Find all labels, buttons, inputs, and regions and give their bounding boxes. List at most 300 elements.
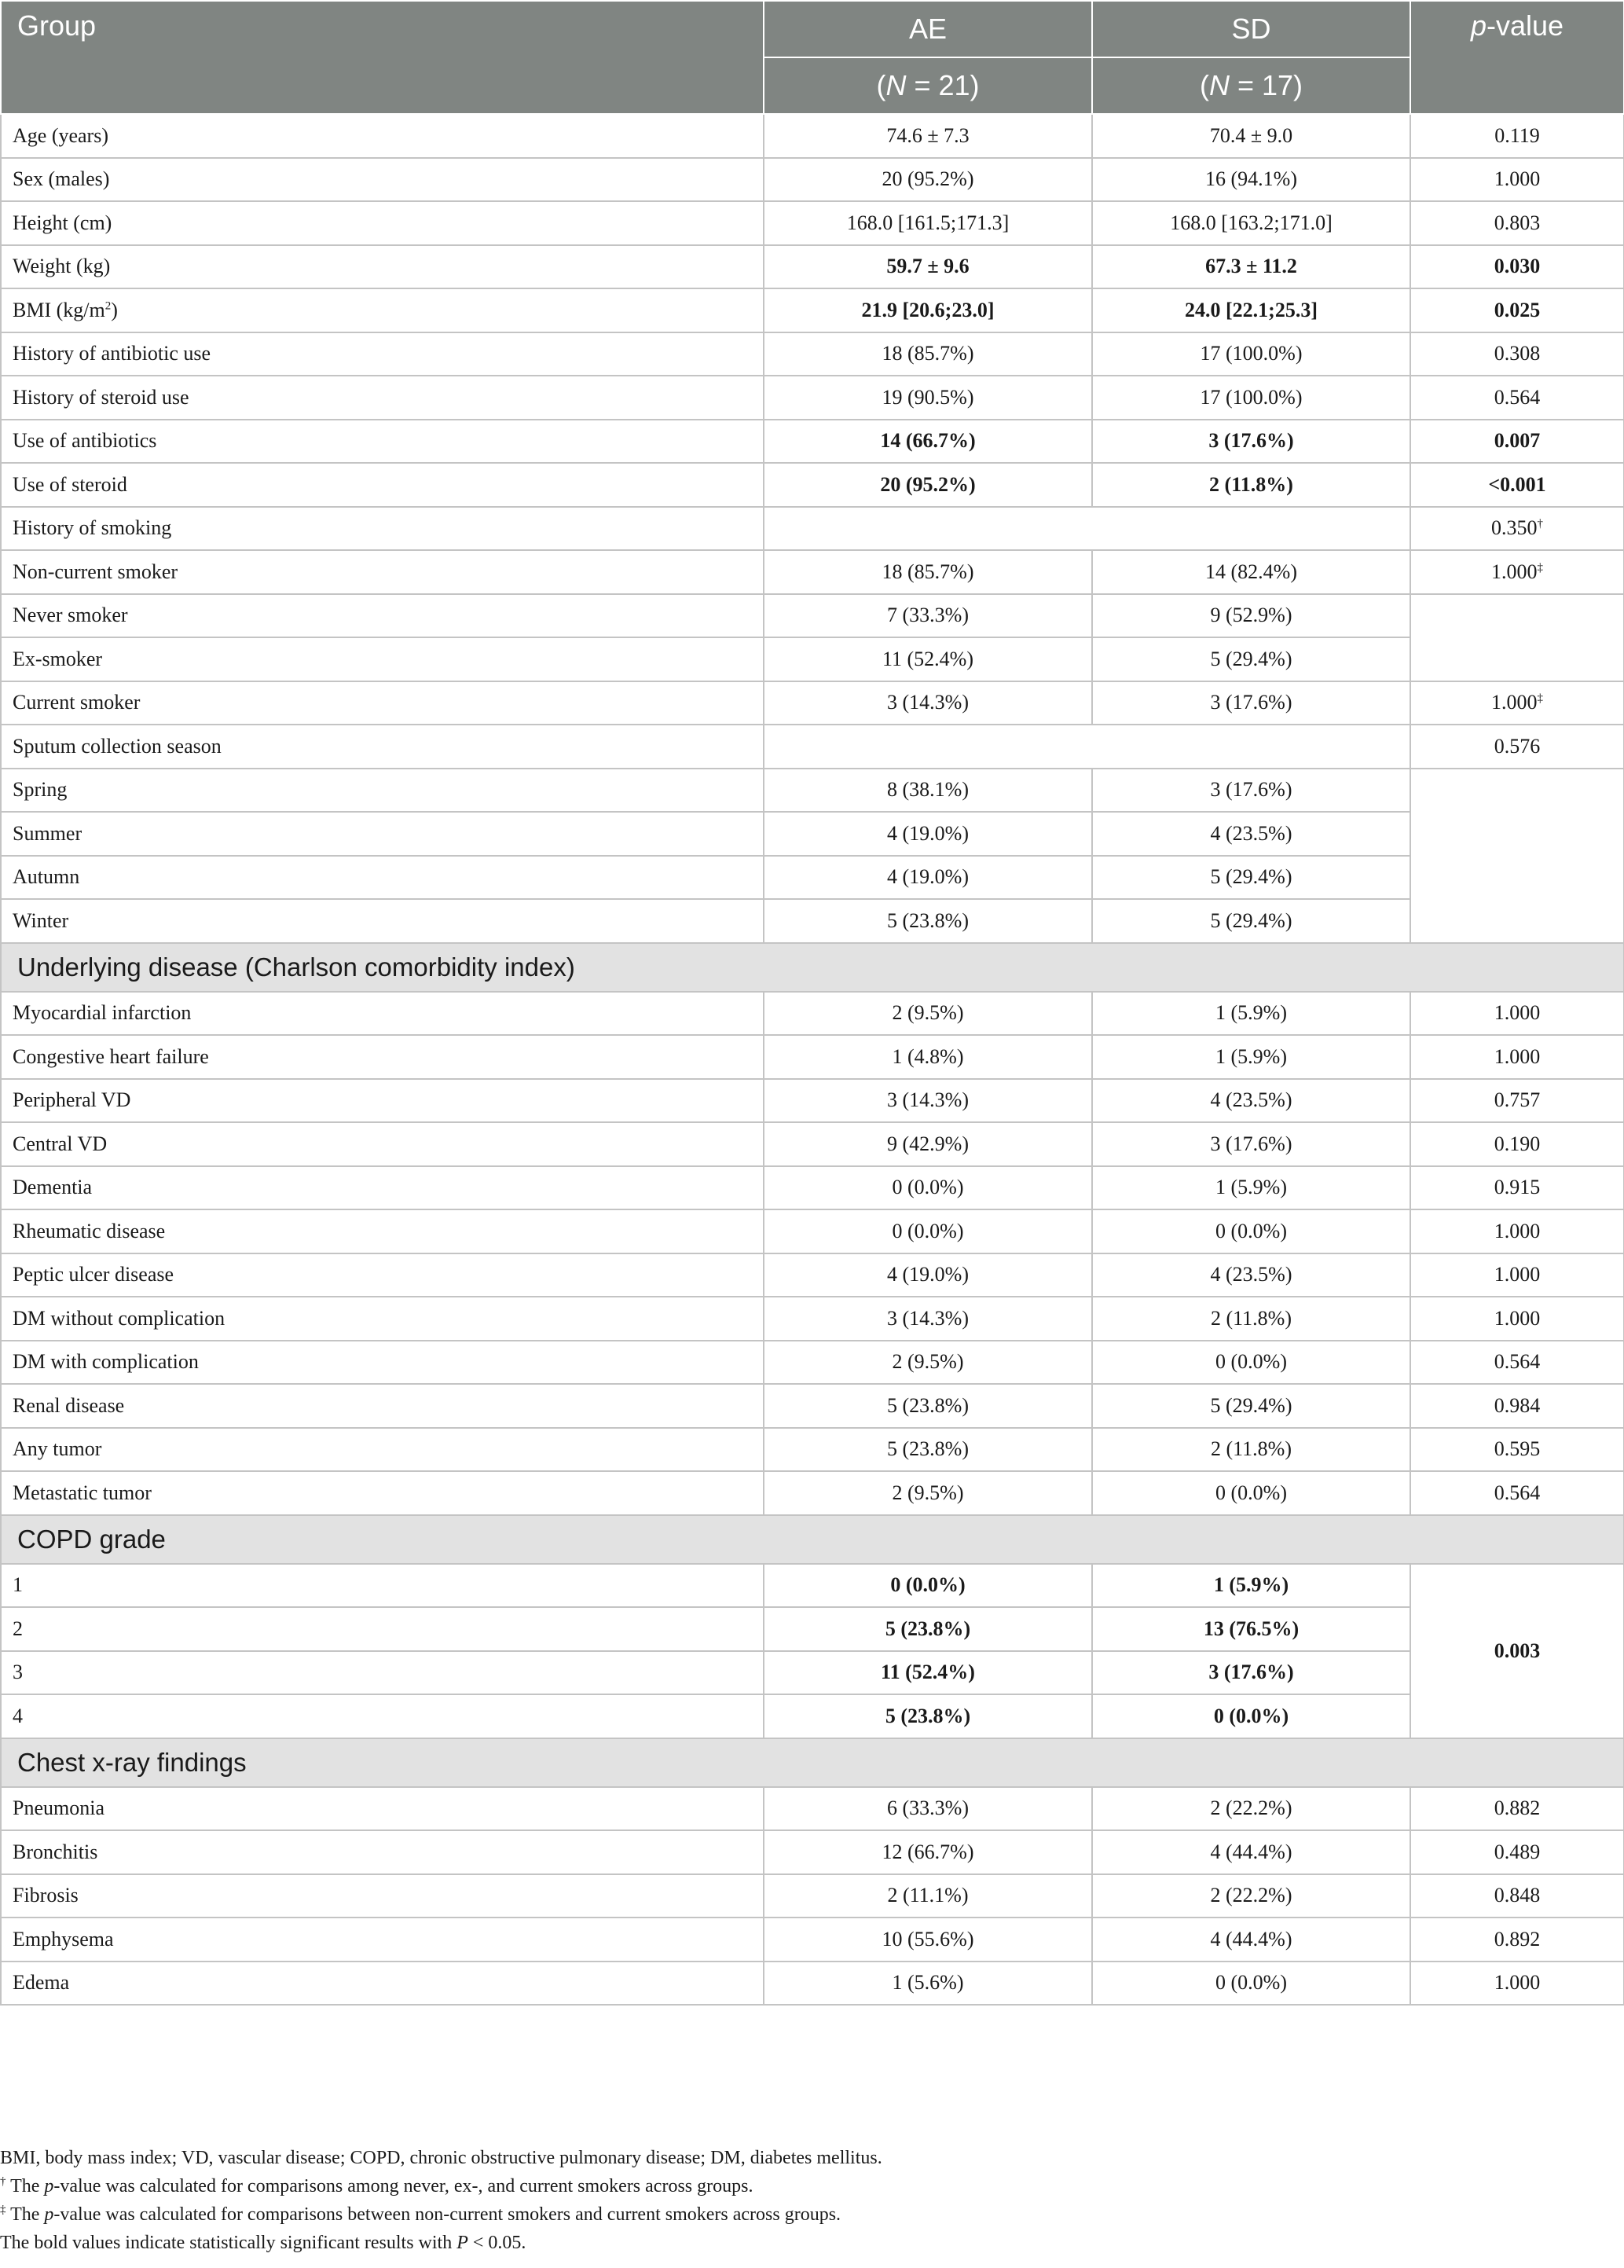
row-label-text: 3 <box>13 1661 23 1684</box>
p-value-text: 0.025 <box>1494 298 1541 321</box>
row-label-text: Edema <box>13 1971 70 1995</box>
sd-value: 4 (23.5%) <box>1092 812 1410 856</box>
sd-value: 70.4 ± 9.0 <box>1092 114 1410 158</box>
ae-value: 168.0 [161.5;171.3] <box>764 201 1092 245</box>
p-value-text: 1.000 <box>1494 1263 1541 1286</box>
row-label-text: Use of antibiotics <box>13 429 157 453</box>
row-label <box>1 1122 764 1166</box>
sd-value: 14 (82.4%) <box>1092 550 1410 594</box>
sd-value: 2 (22.2%) <box>1092 1787 1410 1831</box>
header-row <box>1 1 1624 57</box>
row-label-text: Bronchitis <box>13 1840 98 1863</box>
ae-value: 9 (42.9%) <box>764 1122 1092 1166</box>
p-value-text: 0.030 <box>1494 255 1541 278</box>
table-row <box>1 1918 1624 1962</box>
ae-value: 3 (14.3%) <box>764 1297 1092 1341</box>
sd-value: 4 (44.4%) <box>1092 1830 1410 1874</box>
table-body <box>1 114 1624 2005</box>
table-row <box>1 1253 1624 1297</box>
table-row <box>1 332 1624 376</box>
table-header <box>1 1 1624 114</box>
footnote-text: -value was calculated for comparisons between non-current smokers and current smokers across groups. <box>53 2204 841 2225</box>
sd-value: 5 (29.4%) <box>1092 637 1410 681</box>
p-value <box>1410 1830 1624 1874</box>
table-row <box>1 1874 1624 1918</box>
table-row <box>1 1341 1624 1385</box>
row-label-text: 4 <box>13 1704 23 1727</box>
sd-value: 2 (11.8%) <box>1092 1428 1410 1472</box>
ae-value: 18 (85.7%) <box>764 332 1092 376</box>
row-label-text: Never smoker <box>13 604 128 627</box>
row-label <box>1 637 764 681</box>
p-value <box>1410 376 1624 420</box>
section-header-row <box>1 1738 1624 1787</box>
sd-value: 2 (11.8%) <box>1092 463 1410 507</box>
p-value <box>1410 1471 1624 1515</box>
row-label <box>1 420 764 464</box>
p-value-text: 1.000 <box>1494 1971 1541 1995</box>
p-value-text: 0.848 <box>1494 1884 1541 1907</box>
footnote-text: -value was calculated for comparisons among never, ex-, and current smokers across groups. <box>53 2176 753 2196</box>
merged-empty-cell <box>764 507 1410 551</box>
row-label <box>1 1830 764 1874</box>
header-p-letter: p <box>1470 9 1487 42</box>
p-value <box>1410 594 1624 681</box>
double-dagger-mark: ‡ <box>0 2204 6 2216</box>
p-value <box>1410 158 1624 202</box>
sd-value: 5 (29.4%) <box>1092 1384 1410 1428</box>
header-ae: AE <box>764 1 1092 57</box>
footnote-text: The <box>5 2176 45 2196</box>
p-value-text: 0.564 <box>1494 1481 1541 1504</box>
p-value-text: 0.915 <box>1494 1176 1541 1199</box>
p-value-text: 1.000 <box>1494 1306 1541 1330</box>
row-label <box>1 1035 764 1079</box>
section-header-row <box>1 943 1624 992</box>
p-value <box>1410 1341 1624 1385</box>
table-row <box>1 1787 1624 1831</box>
ae-value: 21.9 [20.6;23.0] <box>764 288 1092 332</box>
p-value-text: 0.892 <box>1494 1927 1541 1951</box>
footnote-bold <box>0 2229 882 2257</box>
paren: ( <box>1199 69 1209 101</box>
sd-value: 3 (17.6%) <box>1092 769 1410 813</box>
p-value-text: 0.803 <box>1494 211 1541 234</box>
ae-value: 12 (66.7%) <box>764 1830 1092 1874</box>
p-value-text: 0.003 <box>1494 1639 1541 1662</box>
row-label <box>1 201 764 245</box>
row-label <box>1 1209 764 1253</box>
table-row <box>1 1428 1624 1472</box>
p-value-text: 0.489 <box>1494 1840 1541 1863</box>
row-label <box>1 1694 764 1738</box>
table-row <box>1 1209 1624 1253</box>
p-value <box>1410 114 1624 158</box>
p-value-text: 0.576 <box>1494 734 1541 758</box>
p-value-text: 0.119 <box>1494 123 1540 147</box>
sd-value: 2 (22.2%) <box>1092 1874 1410 1918</box>
ae-value: 20 (95.2%) <box>764 158 1092 202</box>
p-value <box>1410 1918 1624 1962</box>
italic-p: p <box>44 2204 54 2225</box>
row-label-text: Metastatic tumor <box>13 1481 152 1504</box>
row-label-text: Autumn <box>13 865 80 889</box>
p-value <box>1410 1297 1624 1341</box>
sd-n-value: = 17) <box>1229 69 1303 101</box>
sd-value: 2 (11.8%) <box>1092 1297 1410 1341</box>
table-row <box>1 1297 1624 1341</box>
sd-value: 3 (17.6%) <box>1092 420 1410 464</box>
p-value-text: 1.000 <box>1491 691 1538 714</box>
ae-value: 3 (14.3%) <box>764 1079 1092 1123</box>
ae-value: 6 (33.3%) <box>764 1787 1092 1831</box>
row-label <box>1 245 764 289</box>
table-row <box>1 1384 1624 1428</box>
p-value-text: 1.000 <box>1494 167 1541 191</box>
ae-value: 4 (19.0%) <box>764 856 1092 900</box>
row-label <box>1 725 764 769</box>
section-title: COPD grade <box>1 1515 1624 1564</box>
p-value <box>1410 245 1624 289</box>
ae-value: 5 (23.8%) <box>764 1384 1092 1428</box>
section-title: Chest x-ray findings <box>1 1738 1624 1787</box>
row-label <box>1 899 764 943</box>
ae-value: 10 (55.6%) <box>764 1918 1092 1962</box>
table-row <box>1 376 1624 420</box>
row-label <box>1 1253 764 1297</box>
sd-value: 0 (0.0%) <box>1092 1341 1410 1385</box>
table-row <box>1 1962 1624 2006</box>
row-label-text: Pneumonia <box>13 1796 104 1820</box>
p-value <box>1410 463 1624 507</box>
row-label-text: Sex (males) <box>13 167 110 191</box>
row-label <box>1 1384 764 1428</box>
row-label-text: Peripheral VD <box>13 1088 131 1112</box>
row-label <box>1 376 764 420</box>
sd-value: 3 (17.6%) <box>1092 1651 1410 1695</box>
row-label <box>1 594 764 638</box>
ae-value: 3 (14.3%) <box>764 681 1092 725</box>
ae-value: 59.7 ± 9.6 <box>764 245 1092 289</box>
row-label <box>1 1297 764 1341</box>
p-value-text: 0.757 <box>1494 1088 1541 1112</box>
merged-empty-cell <box>764 725 1410 769</box>
p-value-text: <0.001 <box>1488 472 1546 496</box>
row-label-text: Winter <box>13 908 69 932</box>
p-value-text: 0.007 <box>1494 429 1541 453</box>
sd-value: 4 (23.5%) <box>1092 1079 1410 1123</box>
p-value <box>1410 1253 1624 1297</box>
row-label <box>1 1651 764 1695</box>
ae-value: 2 (9.5%) <box>764 1341 1092 1385</box>
row-label <box>1 1166 764 1210</box>
row-label-text: Height (cm) <box>13 211 112 234</box>
p-value-text: 0.308 <box>1494 342 1541 365</box>
p-value <box>1410 550 1624 594</box>
p-value <box>1410 992 1624 1036</box>
table-row <box>1 1079 1624 1123</box>
footnote-text: The <box>5 2204 45 2225</box>
row-label <box>1 114 764 158</box>
p-value <box>1410 1166 1624 1210</box>
ae-value: 5 (23.8%) <box>764 1428 1092 1472</box>
sd-value: 1 (5.9%) <box>1092 1564 1410 1608</box>
row-label-text: 2 <box>13 1617 23 1640</box>
row-label-text: BMI (kg/m <box>13 298 105 321</box>
p-value <box>1410 288 1624 332</box>
n-letter: N <box>885 69 907 101</box>
ae-value: 14 (66.7%) <box>764 420 1092 464</box>
p-value <box>1410 725 1624 769</box>
table-row <box>1 420 1624 464</box>
row-label <box>1 288 764 332</box>
row-label <box>1 332 764 376</box>
p-value <box>1410 332 1624 376</box>
p-value <box>1410 1787 1624 1831</box>
table-row <box>1 1035 1624 1079</box>
ae-value: 2 (9.5%) <box>764 992 1092 1036</box>
row-label-text: Congestive heart failure <box>13 1044 209 1068</box>
footnote-dagger <box>0 2172 882 2200</box>
row-label <box>1 992 764 1036</box>
ae-value: 1 (5.6%) <box>764 1962 1092 2006</box>
table-row <box>1 1830 1624 1874</box>
ae-value: 18 (85.7%) <box>764 550 1092 594</box>
row-label <box>1 507 764 551</box>
row-label <box>1 681 764 725</box>
table-row <box>1 463 1624 507</box>
ae-value: 19 (90.5%) <box>764 376 1092 420</box>
superscript: 2 <box>104 299 112 313</box>
section-title: Underlying disease (Charlson comorbidity index) <box>1 943 1624 992</box>
row-label-text: DM with complication <box>13 1350 199 1374</box>
ae-value: 4 (19.0%) <box>764 812 1092 856</box>
header-group: Group <box>1 1 764 114</box>
p-value <box>1410 1079 1624 1123</box>
p-value <box>1410 769 1624 943</box>
sd-value: 5 (29.4%) <box>1092 899 1410 943</box>
sd-value: 16 (94.1%) <box>1092 158 1410 202</box>
row-label-text: Peptic ulcer disease <box>13 1263 174 1286</box>
p-value <box>1410 1874 1624 1918</box>
sd-value: 0 (0.0%) <box>1092 1209 1410 1253</box>
sd-value: 4 (23.5%) <box>1092 1253 1410 1297</box>
row-label-text: Weight (kg) <box>13 255 111 278</box>
p-value-text: 1.000 <box>1494 1001 1541 1025</box>
sd-value: 168.0 [163.2;171.0] <box>1092 201 1410 245</box>
p-value <box>1410 1962 1624 2006</box>
table-row <box>1 899 1624 943</box>
n-letter: N <box>1208 69 1230 101</box>
footnote-mark: ‡ <box>1537 561 1543 574</box>
p-value <box>1410 1122 1624 1166</box>
row-label-text: DM without complication <box>13 1306 225 1330</box>
row-label <box>1 1607 764 1651</box>
p-value <box>1410 201 1624 245</box>
italic-p: p <box>44 2176 54 2196</box>
p-value-text: 1.000 <box>1494 1219 1541 1242</box>
sd-value: 13 (76.5%) <box>1092 1607 1410 1651</box>
row-label-text: History of steroid use <box>13 385 189 409</box>
sd-value: 3 (17.6%) <box>1092 681 1410 725</box>
row-label-text: Current smoker <box>13 691 141 714</box>
row-label <box>1 550 764 594</box>
table-row <box>1 1564 1624 1608</box>
sd-value: 9 (52.9%) <box>1092 594 1410 638</box>
table-row <box>1 1166 1624 1210</box>
table-row <box>1 288 1624 332</box>
table-row <box>1 201 1624 245</box>
row-label <box>1 1962 764 2006</box>
table-footnotes <box>0 2144 882 2257</box>
sd-value: 1 (5.9%) <box>1092 1035 1410 1079</box>
p-value-text: 0.984 <box>1494 1393 1541 1417</box>
sd-value: 24.0 [22.1;25.3] <box>1092 288 1410 332</box>
ae-value: 5 (23.8%) <box>764 1694 1092 1738</box>
sd-value: 5 (29.4%) <box>1092 856 1410 900</box>
row-label-text: Dementia <box>13 1176 93 1199</box>
row-label-text: Use of steroid <box>13 472 127 496</box>
section-header-row <box>1 1515 1624 1564</box>
table-row <box>1 1607 1624 1651</box>
row-label <box>1 1564 764 1608</box>
sd-value: 0 (0.0%) <box>1092 1962 1410 2006</box>
table-row <box>1 856 1624 900</box>
header-ae-n <box>764 57 1092 114</box>
row-label <box>1 769 764 813</box>
row-label-text: Ex-smoker <box>13 647 103 670</box>
table-row <box>1 637 1624 681</box>
ae-value: 74.6 ± 7.3 <box>764 114 1092 158</box>
row-label-text: Sputum collection season <box>13 734 222 758</box>
table-row <box>1 725 1624 769</box>
row-label-text: ) <box>111 298 118 321</box>
header-p-rest: -value <box>1486 9 1564 42</box>
row-label <box>1 1471 764 1515</box>
table-row <box>1 1651 1624 1695</box>
table-row <box>1 158 1624 202</box>
table-row <box>1 769 1624 813</box>
ae-value: 11 (52.4%) <box>764 1651 1092 1695</box>
p-value-text: 0.564 <box>1494 385 1541 409</box>
table-row <box>1 507 1624 551</box>
header-sd-n <box>1092 57 1410 114</box>
header-p-value <box>1410 1 1624 114</box>
sd-value: 1 (5.9%) <box>1092 1166 1410 1210</box>
row-label <box>1 1918 764 1962</box>
footnote-abbreviations: BMI, body mass index; VD, vascular disease; COPD, chronic obstructive pulmonary disease; DM, diabetes mellitus. <box>0 2148 882 2168</box>
footnote-mark: ‡ <box>1537 692 1543 705</box>
row-label <box>1 158 764 202</box>
p-value <box>1410 507 1624 551</box>
ae-value: 7 (33.3%) <box>764 594 1092 638</box>
sd-value: 0 (0.0%) <box>1092 1471 1410 1515</box>
p-value <box>1410 1035 1624 1079</box>
p-value-text: 0.190 <box>1494 1132 1541 1155</box>
row-label-text: Renal disease <box>13 1393 125 1417</box>
sd-value: 17 (100.0%) <box>1092 376 1410 420</box>
footnote-text: < 0.05. <box>467 2233 526 2253</box>
sd-value: 17 (100.0%) <box>1092 332 1410 376</box>
ae-value: 2 (9.5%) <box>764 1471 1092 1515</box>
row-label-text: Summer <box>13 821 82 845</box>
table-row <box>1 1694 1624 1738</box>
ae-value: 0 (0.0%) <box>764 1564 1092 1608</box>
table-row <box>1 812 1624 856</box>
header-sd: SD <box>1092 1 1410 57</box>
p-value-text: 0.350 <box>1491 516 1538 540</box>
table-row <box>1 594 1624 638</box>
table-row <box>1 550 1624 594</box>
sd-value: 4 (44.4%) <box>1092 1918 1410 1962</box>
p-value-text: 1.000 <box>1491 560 1538 583</box>
table-row <box>1 1471 1624 1515</box>
row-label-text: Central VD <box>13 1132 108 1155</box>
ae-n-value: = 21) <box>906 69 980 101</box>
ae-value: 5 (23.8%) <box>764 899 1092 943</box>
footnote-mark: † <box>1537 517 1543 530</box>
row-label-text: Spring <box>13 778 68 802</box>
p-value <box>1410 1428 1624 1472</box>
sd-value: 1 (5.9%) <box>1092 992 1410 1036</box>
p-value-text: 0.595 <box>1494 1437 1541 1461</box>
row-label-text: Fibrosis <box>13 1884 79 1907</box>
sd-value: 67.3 ± 11.2 <box>1092 245 1410 289</box>
p-value <box>1410 420 1624 464</box>
p-value-text: 0.564 <box>1494 1350 1541 1374</box>
row-label <box>1 1874 764 1918</box>
row-label-text: History of antibiotic use <box>13 342 211 365</box>
table-row <box>1 1122 1624 1166</box>
ae-value: 2 (11.1%) <box>764 1874 1092 1918</box>
p-value-text: 1.000 <box>1494 1044 1541 1068</box>
ae-value: 4 (19.0%) <box>764 1253 1092 1297</box>
dagger-mark: † <box>0 2175 6 2188</box>
footnote-double-dagger <box>0 2200 882 2229</box>
ae-value: 0 (0.0%) <box>764 1209 1092 1253</box>
row-label-text: Myocardial infarction <box>13 1001 192 1025</box>
row-label <box>1 812 764 856</box>
table-row <box>1 992 1624 1036</box>
sd-value: 3 (17.6%) <box>1092 1122 1410 1166</box>
p-value <box>1410 1209 1624 1253</box>
table-row <box>1 681 1624 725</box>
row-label-text: Non-current smoker <box>13 560 178 583</box>
row-label <box>1 1787 764 1831</box>
table-row <box>1 245 1624 289</box>
row-label <box>1 1079 764 1123</box>
ae-value: 8 (38.1%) <box>764 769 1092 813</box>
row-label <box>1 1428 764 1472</box>
p-value-text: 0.882 <box>1494 1796 1541 1820</box>
row-label-text: History of smoking <box>13 516 172 540</box>
italic-p: P <box>456 2233 468 2253</box>
row-label-text: Emphysema <box>13 1927 114 1951</box>
ae-value: 1 (4.8%) <box>764 1035 1092 1079</box>
ae-value: 11 (52.4%) <box>764 637 1092 681</box>
table-row <box>1 114 1624 158</box>
row-label <box>1 856 764 900</box>
row-label-text: Any tumor <box>13 1437 102 1461</box>
ae-value: 5 (23.8%) <box>764 1607 1092 1651</box>
row-label <box>1 463 764 507</box>
sd-value: 0 (0.0%) <box>1092 1694 1410 1738</box>
ae-value: 0 (0.0%) <box>764 1166 1092 1210</box>
paren: ( <box>876 69 886 101</box>
row-label <box>1 1341 764 1385</box>
p-value <box>1410 681 1624 725</box>
row-label-text: Age (years) <box>13 123 108 147</box>
